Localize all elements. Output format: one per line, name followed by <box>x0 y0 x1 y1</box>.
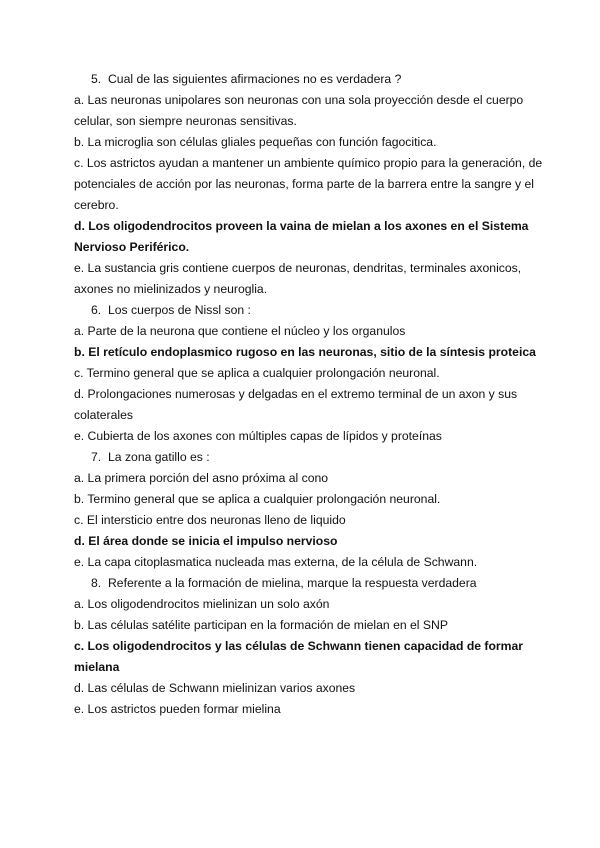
answer-option: d. Prolongaciones numerosas y delgadas en el extremo terminal de un axon y sus colaterales <box>74 387 518 422</box>
answer-option: a. Los oligodendrocitos mielinizan un solo axón <box>74 597 330 611</box>
question-text: Referente a la formación de mielina, marque la respuesta verdadera <box>108 576 477 590</box>
answer-option: e. Los astrictos pueden formar mielina <box>74 702 281 716</box>
question-number: 8. <box>91 576 102 590</box>
answer-option: a. Las neuronas unipolares son neuronas con una sola proyección desde el cuerpo celular, son siempre neuronas sensitivas. <box>74 93 524 128</box>
question-block <box>74 300 560 447</box>
answer-option: b. Las células satélite participan en la formación de mielan en el SNP <box>74 618 448 632</box>
answer-option: b. La microglia son células gliales pequeñas con función fagocitica. <box>74 135 437 149</box>
question-heading <box>74 573 560 594</box>
question-heading <box>74 69 560 90</box>
answer-option: d. Las células de Schwann mielinizan varios axones <box>74 681 356 695</box>
answer-option-correct: b. El retículo endoplasmico rugoso en las neuronas, sitio de la síntesis proteica <box>74 345 536 359</box>
question-heading <box>74 300 560 321</box>
question-block <box>74 69 560 300</box>
answer-option: a. La primera porción del asno próxima al cono <box>74 471 329 485</box>
answer-option-correct: c. Los oligodendrocitos y las células de Schwann tienen capacidad de formar mielana <box>74 639 524 674</box>
question-block <box>74 573 560 720</box>
question-block <box>74 447 560 573</box>
question-number: 7. <box>91 450 102 464</box>
answer-option: e. La sustancia gris contiene cuerpos de neuronas, dendritas, terminales axonicos, axones no mielinizados y neuroglia. <box>74 261 522 296</box>
question-text: Los cuerpos de Nissl son : <box>108 303 251 317</box>
answer-option-correct: d. Los oligodendrocitos proveen la vaina de mielan a los axones en el Sistema Nervioso Periférico. <box>74 219 529 254</box>
question-number: 5. <box>91 72 102 86</box>
answer-option: c. Los astrictos ayudan a mantener un ambiente químico propio para la generación, de potenciales de acción por las neuronas, forma parte de la barrera entre la sangre y el cerebro. <box>74 156 543 212</box>
question-text: La zona gatillo es : <box>108 450 210 464</box>
answer-option: e. La capa citoplasmatica nucleada mas externa, de la célula de Schwann. <box>74 555 478 569</box>
answer-option: c. El intersticio entre dos neuronas lleno de liquido <box>74 513 346 527</box>
question-number: 6. <box>91 303 102 317</box>
answer-option: e. Cubierta de los axones con múltiples capas de lípidos y proteínas <box>74 429 442 443</box>
question-heading <box>74 447 560 468</box>
question-text: Cual de las siguientes afirmaciones no es verdadera ? <box>108 72 402 86</box>
answer-option: b. Termino general que se aplica a cualquier prolongación neuronal. <box>74 492 441 506</box>
answer-option-correct: d. El área donde se inicia el impulso nervioso <box>74 534 338 548</box>
answer-option: c. Termino general que se aplica a cualquier prolongación neuronal. <box>74 366 440 380</box>
answer-option: a. Parte de la neurona que contiene el núcleo y los organulos <box>74 324 406 338</box>
